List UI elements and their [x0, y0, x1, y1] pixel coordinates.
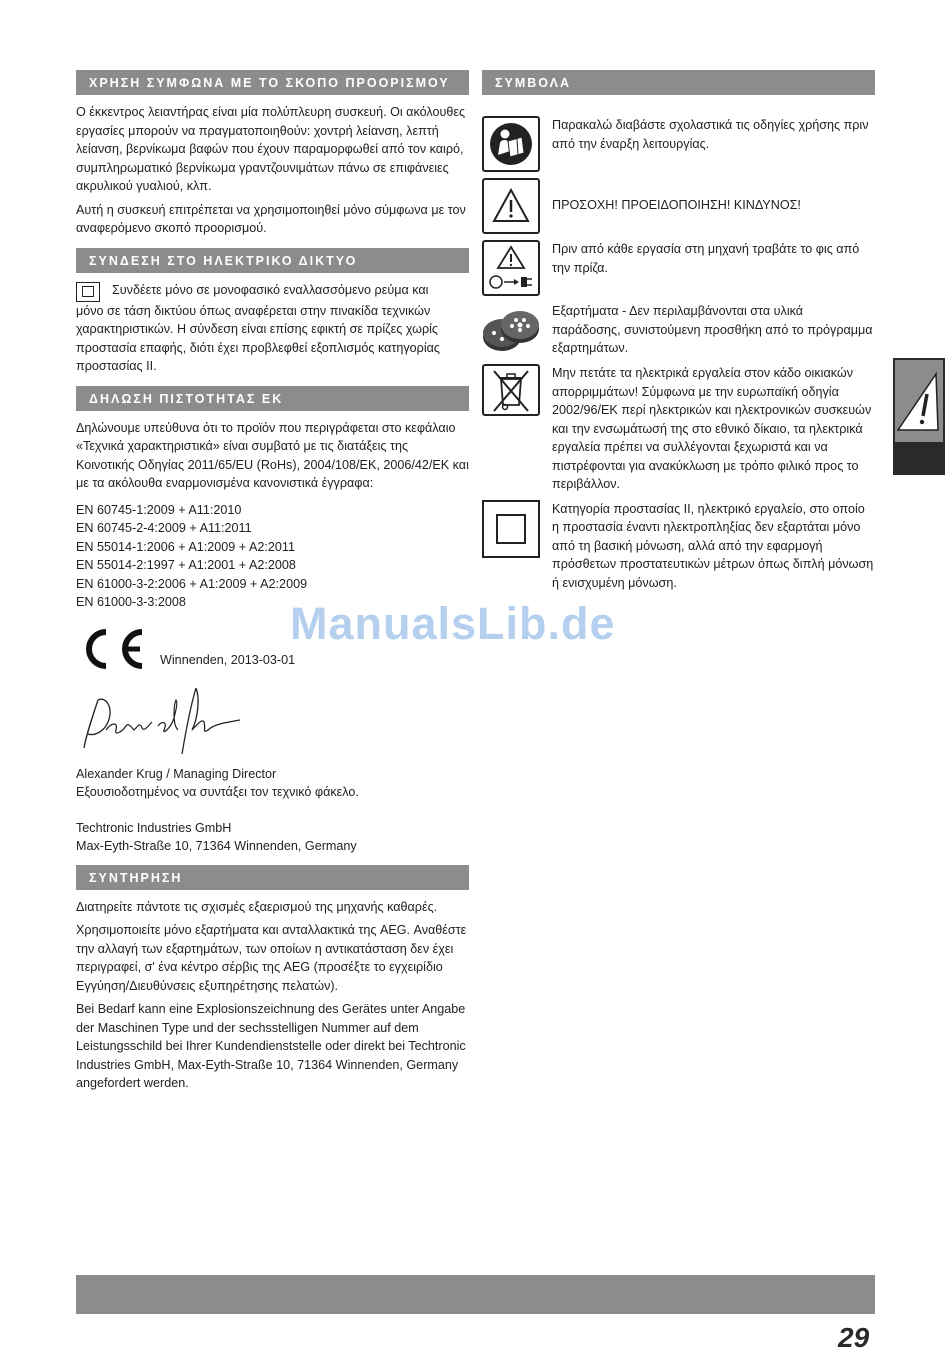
paragraph: Χρησιμοποιείτε μόνο εξαρτήματα και ανταλλακτικά της AEG. Αναθέστε την αλλαγή των εξαρτημάτων, των οποίων η αντικατάσταση δεν έχει περιγραφεί, σ' ένα κέντρο σέρβις της AEG (προσέξτε το εγχειρίδιο Εγγύηση/Διευθύνσεις εξυπηρέτησης πελατών).: [76, 923, 467, 993]
company-name: Techtronic Industries GmbH: [76, 820, 232, 835]
paragraph: Αυτή η συσκευή επιτρέπεται να χρησιμοποιηθεί μόνο σύμφωνα με τον αναφερόμενο σκοπό προορισμού.: [76, 202, 466, 235]
paragraph: Δηλώνουμε υπεύθυνα ότι το προϊόν που περιγράφεται στο κεφάλαιο «Τεχνικά χαρακτηριστικά» είναι συμβατό με τις διατάξεις της Κοινοτικής Οδηγίας 2011/65/EU (RoHs), 2004/108/EK, 2006/42/ΕΚ και με τα ακόλουθα εναρμονισμένα κανονιστικά έγγραφα:: [76, 420, 469, 490]
symbol-row: [482, 116, 875, 172]
symbol-row: [482, 364, 875, 494]
place-date: Winnenden, 2013-03-01: [160, 653, 296, 667]
paragraph: Bei Bedarf kann eine Explosionszeichnung des Gerätes unter Angabe der Maschinen Type und der sechsstelligen Nummer auf dem Leistungsschild bei Ihrer Kundendienststelle oder direkt bei Techtronic Industries GmbH, Max-Eyth-Straße 10, 71364 Winnenden, Germany angefordert werden.: [76, 1002, 466, 1090]
signature-image: [78, 678, 248, 760]
section-heading-symbols: ΣΥΜΒΟΛΑ: [482, 70, 875, 95]
left-column: [76, 70, 469, 1098]
watermark: ManualsLib.de: [290, 598, 616, 649]
standard-item: EN 61000-3-2:2006 + A1:2009 + A2:2009: [76, 576, 308, 591]
symbol-row: [482, 178, 875, 234]
symbol-text: ΠΡΟΣΟΧΗ! ΠΡΟΕΙΔΟΠΟΙΗΣΗ! ΚΙΝΔΥΝΟΣ!: [552, 198, 801, 212]
unplug-icon: [482, 240, 540, 296]
mains-first-line: [76, 281, 469, 302]
ce-mark-icon: [76, 626, 146, 672]
symbol-text: Παρακαλώ διαβάστε σχολαστικά τις οδηγίες χρήσης πριν από την έναρξη λειτουργίας.: [552, 118, 869, 151]
warning-icon: [482, 178, 540, 234]
standard-item: EN 60745-2-4:2009 + A11:2011: [76, 521, 252, 535]
read-manual-icon: [482, 116, 540, 172]
crossed-bin-icon: [482, 364, 540, 416]
standards-list: [76, 501, 469, 612]
symbol-text: Κατηγορία προστασίας ΙΙ, ηλεκτρικό εργαλείο, στο οποίο η προστασία έναντι ηλεκτροπληξίας δεν εξαρτάται μόνο από τη βασική μόνωση, αλλά από την εφαρμογή πρόσθετων προστατευτικών μέτρων όπως διπλή μόνωση ή ενισχυμένη μόνωση.: [552, 501, 874, 590]
class-ii-icon: [482, 500, 540, 558]
signer-name: Alexander Krug / Managing Director: [76, 766, 277, 781]
side-tab: [893, 358, 945, 475]
symbol-row: [482, 240, 875, 296]
right-column: [482, 70, 875, 598]
symbol-text: Εξαρτήματα - Δεν περιλαμβάνονται στα υλικά παράδοσης, συνιστούμενη προσθήκη από το πρόγραμμα εξαρτημάτων.: [552, 304, 873, 355]
paragraph: Συνδέετε μόνο σε μονοφασικό εναλλασσόμενο ρεύμα και: [112, 282, 429, 297]
paragraph: Ο έκκεντρος λειαντήρας είναι μία πολύπλευρη συσκευή. Οι ακόλουθες εργασίες μπορούν να πραγματοποιηθούν: χοντρή λείανση, λεπτή λείανση, βερνίκωμα βαφών που έχουν παραμορφωθεί από τον καιρό, συμπληρωματικό βερνίκωμα γραντζουνιμάτων πάνω σε επιφάνειες ακρυλικού γυαλιού, κλπ.: [76, 105, 466, 193]
section-heading-maintenance: ΣΥΝΤΗΡΗΣΗ: [76, 865, 469, 890]
standard-item: EN 55014-2:1997 + A1:2001 + A2:2008: [76, 558, 296, 572]
symbol-text: Μην πετάτε τα ηλεκτρικά εργαλεία στον κάδο οικιακών απορριμμάτων! Σύμφωνα με την ευρωπαϊκή οδηγία 2002/96/ΕΚ περί ηλεκτρικών και ηλεκτρονικών συσκευών και την ενσωμάτωσή της στο εθνικό δίκαιο, τα ηλεκτρικά εργαλεία πρέπει να συλλέγονται ξεχωριστά και να πιστρέφονται για ανακύκλωση με τρόπο φιλικό προς το περιβάλλον.: [552, 366, 872, 491]
paragraph: μόνο σε τάση δικτύου όπως αναφέρεται στην πινακίδα τεχνικών χαρακτηριστικών. Η σύνδεση είναι επίσης εφικτή σε πρίζες χωρίς προστασία επαφής, διότι έχει προβλεφθεί εξοπλισμός κατηγορίας προστασίας ΙΙ.: [76, 303, 440, 373]
footer-bar: [76, 1275, 875, 1314]
page-number: 29: [838, 1322, 870, 1353]
warning-tab-icon: [895, 360, 943, 442]
accessories-icon: [482, 302, 540, 358]
paragraph: Διατηρείτε πάντοτε τις σχισμές εξαερισμού της μηχανής καθαρές.: [76, 899, 438, 914]
authorized-text: Εξουσιοδοτημένος να συντάξει τον τεχνικό φάκελο.: [76, 785, 359, 799]
standard-item: EN 55014-1:2006 + A1:2009 + A2:2011: [76, 539, 295, 554]
symbol-row: [482, 500, 875, 593]
section-heading-mains: ΣΥΝΔΕΣΗ ΣΤΟ ΗΛΕΚΤΡΙΚΟ ΔΙΚΤΥΟ: [76, 248, 469, 273]
company-address: Max-Eyth-Straße 10, 71364 Winnenden, Germany: [76, 839, 357, 853]
symbol-row: [482, 302, 875, 358]
class-ii-small-icon: [76, 282, 100, 302]
standard-item: EN 60745-1:2009 + A11:2010: [76, 502, 242, 517]
standard-item: EN 61000-3-3:2008: [76, 595, 186, 609]
symbol-text: Πριν από κάθε εργασία στη μηχανή τραβάτε το φις από την πρίζα.: [552, 242, 860, 275]
section-heading-ec-declaration: ΔΗΛΩΣΗ ΠΙΣΤΟΤΗΤΑΣ ΕΚ: [76, 386, 469, 411]
section-heading-intended-use: ΧΡΗΣΗ ΣΥΜΦΩΝΑ ΜΕ ΤΟ ΣΚΟΠΟ ΠΡΟΟΡΙΣΜΟΥ: [76, 70, 469, 95]
